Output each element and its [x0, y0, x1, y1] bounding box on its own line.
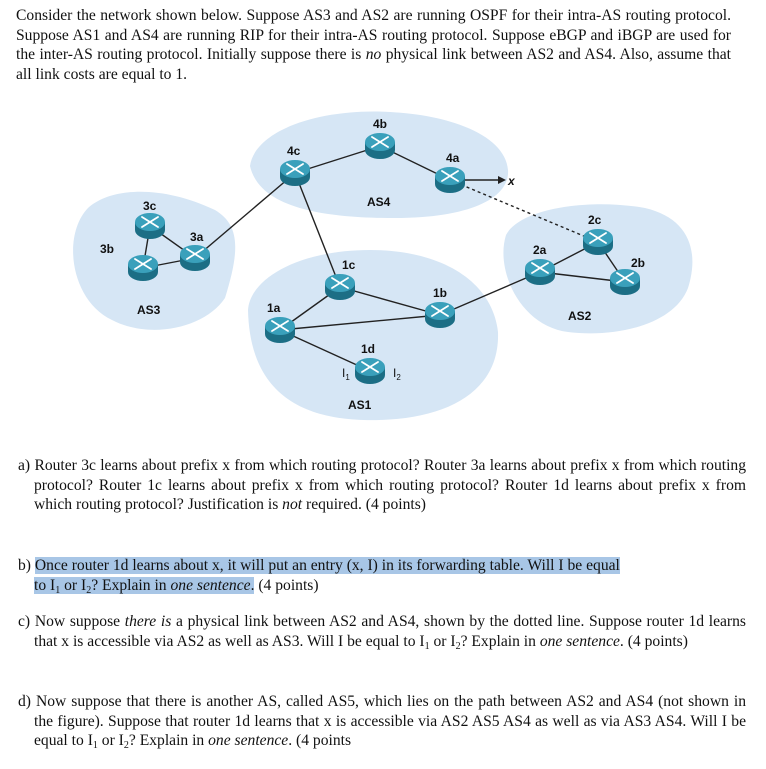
prefix-x-label: x	[508, 174, 515, 188]
router-2a-icon	[525, 259, 555, 285]
as3-label: AS3	[137, 303, 161, 317]
question-d: d) Now suppose that there is another AS, called AS5, which lies on the path between AS2 and AS4 (not shown in the figure). Suppose that router 1d learns that x is accessible via AS2 AS5 AS4 as well as via AS3 AS4. Will I be equal to $I_1$ or $I_2$? Explain in one sentence. (4 points	[18, 693, 746, 752]
question-b: b) Once router 1d learns about x, it will put an entry (x, I) in its forwarding table. Will I be equal to $I_1$ or $I_2$? Explain in one sentence. (4 points)	[18, 557, 620, 596]
label-1a: 1a	[267, 301, 281, 315]
interface-i2-label: $I_2$	[393, 366, 401, 382]
question-c: c) Now suppose there is a physical link between AS2 and AS4, shown by the dotted line. Suppose router 1d learns that x is accessible via AS2 as well as AS3. Will I be equal to $I_1$ or $I_2$? Explain in one sentence. (4 points)	[18, 613, 746, 652]
as2-label: AS2	[568, 309, 592, 323]
label-3b: 3b	[100, 242, 115, 256]
label-4a: 4a	[446, 151, 460, 165]
router-1a-icon	[265, 317, 295, 343]
label-1c: 1c	[342, 258, 356, 272]
highlighted-text: Once router 1d learns about x, it will put an entry (x, I) in its forwarding table. Will I be equal	[34, 557, 620, 574]
as4-label: AS4	[367, 195, 391, 209]
router-4c-icon	[280, 160, 310, 186]
label-4b: 4b	[373, 117, 388, 131]
router-2c-icon	[583, 229, 613, 255]
router-4b-icon	[365, 133, 395, 159]
router-2b-icon	[610, 269, 640, 295]
label-2c: 2c	[588, 213, 602, 227]
label-1b: 1b	[433, 286, 448, 300]
question-a: a) Router 3c learns about prefix x from which routing protocol? Router 3a learns about prefix x from which routing protocol? Router 1c learns about prefix x from which routing protocol? Router 1d learns about prefix x from which routing protocol? Justification is not required. (4 points)	[18, 457, 746, 514]
label-2b: 2b	[631, 256, 646, 270]
network-diagram	[0, 100, 766, 450]
as1-label: AS1	[348, 398, 372, 412]
problem-statement: Consider the network shown below. Suppose AS3 and AS2 are running OSPF for their intra-AS routing protocol. Suppose AS1 and AS4 are running RIP for their intra-AS routing protocol. Suppose eBGP and iBGP are used for the inter-AS routing protocol. Initially suppose there is no physical link between AS2 and AS4. Also, assume that all link costs are equal to 1.	[16, 7, 731, 83]
router-1c-icon	[325, 274, 355, 300]
label-4c: 4c	[287, 144, 301, 158]
label-3c: 3c	[143, 199, 157, 213]
router-3b-icon	[128, 255, 158, 281]
label-2a: 2a	[533, 243, 547, 257]
router-1d-icon	[355, 358, 385, 384]
router-4a-icon	[435, 167, 465, 193]
router-3c-icon	[135, 213, 165, 239]
router-3a-icon	[180, 245, 210, 271]
label-3a: 3a	[190, 230, 204, 244]
router-1b-icon	[425, 302, 455, 328]
label-1d: 1d	[361, 342, 376, 356]
interface-i1-label: $I_1$	[342, 366, 350, 382]
